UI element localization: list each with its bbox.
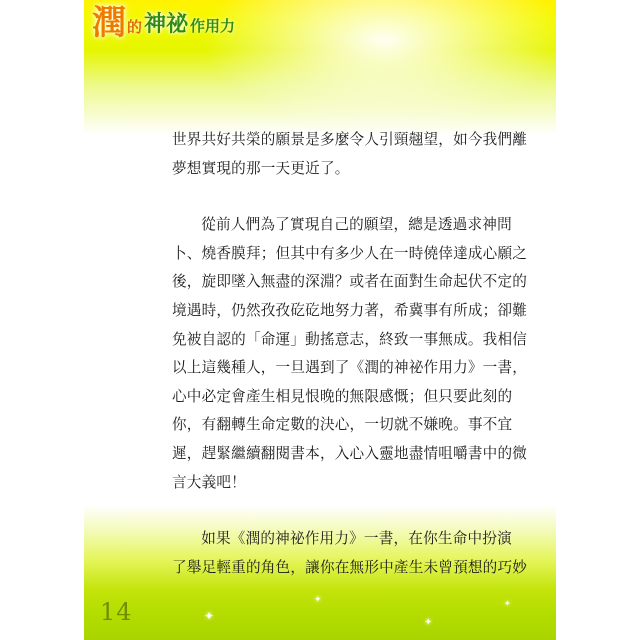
text-line: 如果《潤的神祕作用力》一書，在你生命中扮演 <box>201 530 512 548</box>
book-page <box>84 0 556 640</box>
sparkle-decoration: ✦ <box>204 609 215 623</box>
book-title-logo <box>92 3 236 43</box>
text-line: 境遇時，仍然孜孜矻矻地努力著，希冀事有所成；卻難 <box>172 301 528 319</box>
text-line: 言大義吧！ <box>172 473 246 491</box>
text-line: 了舉足輕重的角色，讓你在無形中產生未曾預想的巧妙 <box>172 558 528 576</box>
paragraph-2 <box>172 211 528 497</box>
sparkle-decoration: ✦ <box>314 595 322 605</box>
sparkle-decoration: ✦ <box>424 617 433 628</box>
logo-mystic: 神祕 <box>144 11 189 37</box>
body-text <box>172 126 528 582</box>
text-line: 卜、燒香膜拜；但其中有多少人在一時僥倖達成心願之 <box>172 244 528 262</box>
paragraph-1 <box>172 126 528 183</box>
text-line: 你，有翻轉生命定數的決心，一切就不嫌晚。事不宜 <box>172 416 513 434</box>
text-line: 以上這幾種人，一旦遇到了《潤的神祕作用力》一書， <box>172 359 528 377</box>
paragraph-3 <box>172 525 528 582</box>
logo-glyph: 潤 <box>92 3 126 43</box>
text-line: 世界共好共榮的願景是多麼令人引頸翹望，如今我們離 <box>172 131 528 148</box>
text-line: 從前人們為了實現自己的願望，總是透過求神問 <box>201 216 512 234</box>
logo-de: 的 <box>127 18 143 36</box>
page-header <box>84 0 556 60</box>
logo-rest: 作用力 <box>190 17 236 35</box>
text-line: 遲，趕緊繼續翻閱書本，入心入靈地盡情咀嚼書中的微 <box>172 444 528 462</box>
page-number: 14 <box>100 598 133 626</box>
sparkle-decoration: ✦ <box>504 599 511 608</box>
text-line: 後，旋即墜入無盡的深淵？或者在面對生命起伏不定的 <box>172 273 528 291</box>
text-line: 心中必定會產生相見恨晚的無限感慨；但只要此刻的 <box>172 387 513 405</box>
text-line: 免被自認的「命運」動搖意志，終致一事無成。我相信 <box>172 330 528 348</box>
text-line: 夢想實現的那一天更近了。 <box>172 159 350 177</box>
